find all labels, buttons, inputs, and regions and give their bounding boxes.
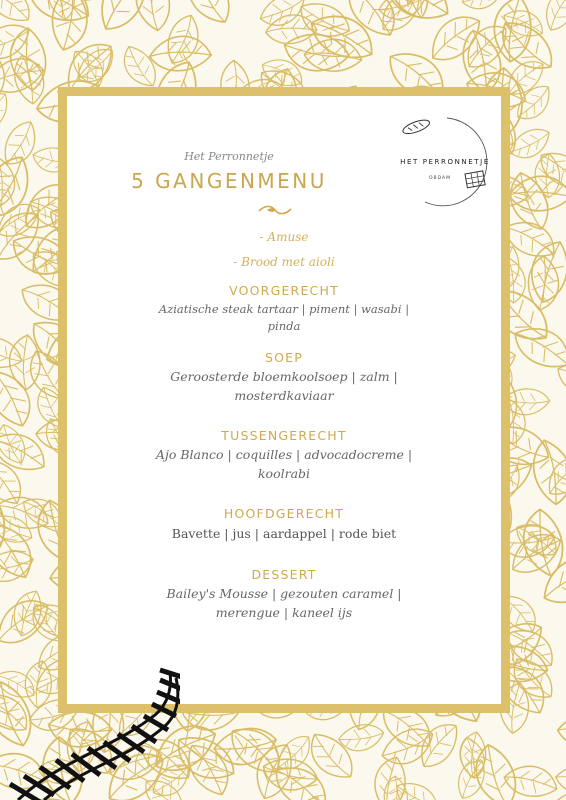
course-heading: TUSSENGERECHT bbox=[221, 428, 347, 443]
intro-item: - Amuse bbox=[259, 230, 309, 244]
waffle-icon bbox=[465, 171, 485, 188]
logo-name: HET PERRONNETJE bbox=[400, 158, 490, 166]
intro-item: - Brood met aioli bbox=[233, 255, 335, 269]
course-dish: Ajo Blanco | coquilles | advocadocreme | koolrabi bbox=[155, 447, 413, 481]
menu-card bbox=[58, 87, 510, 713]
course-dish: Bailey's Mousse | gezouten caramel | merengue | kaneel ijs bbox=[166, 586, 402, 620]
flourish-ornament bbox=[257, 204, 293, 216]
bread-icon bbox=[401, 117, 431, 136]
restaurant-logo bbox=[385, 112, 505, 212]
course-heading: HOOFDGERECHT bbox=[223, 506, 345, 521]
course-heading: VOORGERECHT bbox=[229, 283, 339, 298]
logo-place: OBDAM bbox=[429, 176, 451, 181]
menu-title: 5 GANGENMENU bbox=[131, 169, 327, 193]
course-dish: Aziatische steak tartaar | piment | wasabi | pinda bbox=[158, 302, 410, 334]
course-dish: Bavette | jus | aardappel | rode biet bbox=[171, 526, 397, 541]
railway-tracks-illustration bbox=[0, 660, 180, 800]
restaurant-name: Het Perronnetje bbox=[184, 150, 274, 163]
course-dish: Geroosterde bloemkoolsoep | zalm | mosterdkaviaar bbox=[170, 369, 398, 403]
course-heading: DESSERT bbox=[251, 567, 317, 582]
course-heading: SOEP bbox=[264, 350, 303, 365]
